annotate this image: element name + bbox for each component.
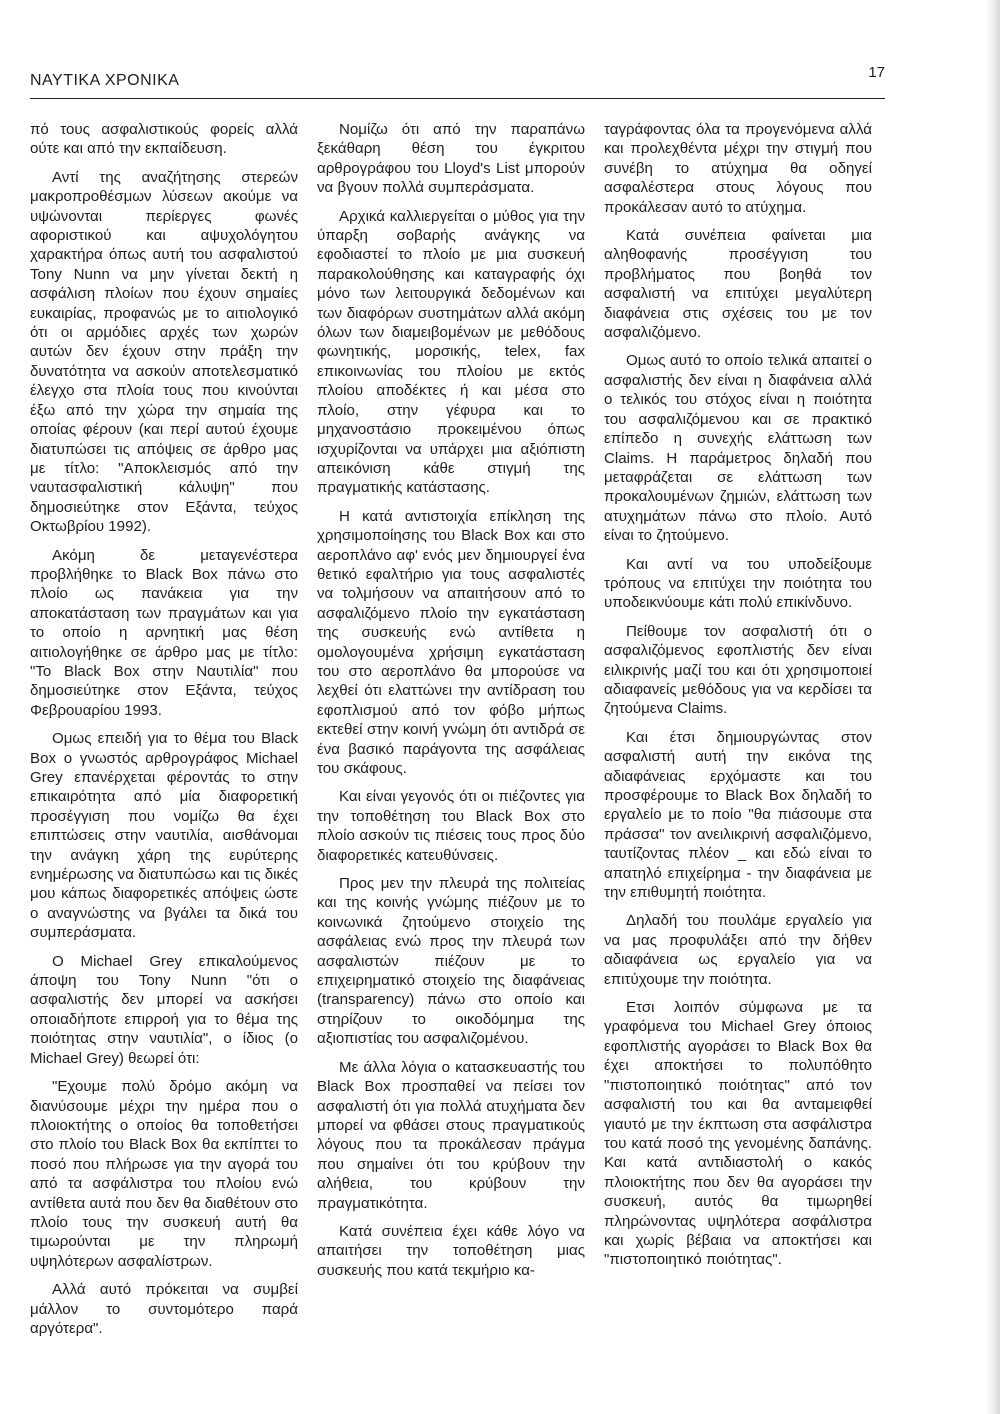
paragraph: Ετσι λοιπόν σύμφωνα με τα γραφόμενα του Michael Grey όποιος εφοπλιστής αγοράσει το Black Box θα έχει αποκτήσει το πολυπόθητο "πιστοποιητικό ποιότητας" από τον ασφαλιστή του και θα ανταμειφθεί γιαυτό με την έκπτωση στα ασφάλιστρα του κατά ποσό της γενομένης δαπάνης. Και κατά αντιδιαστολή ο κακός πλοιοκτήτης που δεν θα αγοράσει την συσκευή, αυτός θα τιμωρηθεί πληρώνοντας υψηλότερα ασφάλιστρα και χωρίς βέβαια να αποκτήσει και "πιστοποιητικό ποιότητας".: [604, 999, 872, 1269]
paragraph: Δηλαδή του πουλάμε εργαλείο για να μας προφυλάξει από την δήθεν αδιαφάνεια ως εργαλείο για να επιτύχουμε την ποιότητα.: [604, 912, 872, 988]
paragraph: Νομίζω ότι από την παραπάνω ξεκάθαρη θέση του έγκριτου αρθρογράφου του Lloyd's List μπορούν να βγουν πολλά συμπεράσματα.: [317, 121, 585, 197]
paragraph: Αντί της αναζήτησης στερεών μακροπροθέσμων λύσεων ακούμε να υψώνονται περίεργες φωνές αφοριστικού και αψυχολόγητου χαρακτήρα όπως αυτή του ασφαλιστού Tony Nunn να μην γίνεται δεκτή η ασφάλιση πλοίων που έχουν σημαίες ευκαιρίας, προφανώς με το αιτιολογικό ότι οι αρμόδιες αρχές των χωρών αυτών δεν έχουν στην πράξη την δυνατότητα να ασκούν αποτελεσματικό έλεγχο στα πλοία τους που κινούνται έξω από την χώρα την σημαία της οποίας φέρουν (και περί αυτού έχουμε διατυπώσει τις απόψεις σε άρθρο μας με τίτλο: "Αποκλεισμός από την ναυτασφαλιστική κάλυψη" που δημοσιεύτηκε στον Εξάντα, τεύχος Οκτωβρίου 1992).: [30, 168, 298, 536]
paragraph: Κατά συνέπεια φαίνεται μια αληθοφανής προσέγγιση του προβλήματος που βοηθά τον ασφαλιστή να επιτύχει μεγαλύτερη διαφάνεια στις σχέσεις του με τον ασφαλιζόμενο.: [604, 227, 872, 342]
page-number: 17: [868, 64, 885, 81]
paragraph: Ομως αυτό το οποίο τελικά απαιτεί ο ασφαλιστής δεν είναι η διαφάνεια αλλά ο τελικός του στόχος είναι η ποιότητα του ασφαλιζόμενου και σε πρακτικό επίπεδο η συνεχής ελάττωση των Claims. Η παράμετρος δηλαδή που μεταφράζεται σε ελάττωση των προκαλουμένων ζημιών, ελάττωση των ατυχημάτων πάνω στο πλοίο. Αυτό είναι το ζητούμενο.: [604, 352, 872, 545]
paragraph: Αρχικά καλλιεργείται ο μύθος για την ύπαρξη σοβαρής ανάγκης να εφοδιαστεί το πλοίο με μια συσκευή παρακολούθησης και καταγραφής όχι μόνο των λειτουργικά δεδομένων και των διαφόρων συστημάτων αλλά ακόμη όλων των διαμειβομένων με μεθόδους φωνητικής, μορσικής, telex, fax επικοινωνίας του πλοίου με εκτός πλοίου αποδέκτες ή και μέσα στο πλοίο, στην γέφυρα και το μηχανοστάσιο προκειμένου όπως ισχυρίζονται να υπάρχει μια αξιόπιστη απεικόνιση κάθε στιγμή της πραγματικής κατάστασης.: [317, 207, 585, 497]
paragraph: Ακόμη δε μεταγενέστερα προβλήθηκε το Black Box πάνω στο πλοίο ως πανάκεια για την αποκατάσταση των πραγμάτων και για το οποίο η αρνητική μας θέση αιτιολογήθηκε σε άρθρο μας με τίτλο: "Το Black Box στην Ναυτιλία" που δημοσιεύτηκε στον Εξάντα, τεύχος Φεβρουαρίου 1993.: [30, 546, 298, 719]
paragraph: Κατά συνέπεια έχει κάθε λόγο να απαιτήσει την τοποθέτηση μιας συσκευής που κατά τεκμήριο κα-: [317, 1222, 585, 1279]
text-column-1: [30, 120, 298, 1347]
paragraph: ταγράφοντας όλα τα προγενόμενα αλλά και προλεχθέντα μέχρι την στιγμή που συνέβη το ατύχημα θα οδηγεί ασφαλέστερα στους λόγους που προκάλεσαν αυτό το ατύχημα.: [604, 121, 872, 216]
paragraph: Προς μεν την πλευρά της πολιτείας και της κοινής γνώμης πιέζουν με το κοινωνικά ζητούμενο στοιχείο της ασφάλειας ενώ προς την πλευρά των ασφαλιστών πιέζουν με το επιχειρηματικό στοιχείο της διαφάνειας (transparency) πάνω στο οποίο και στηρίζουν το οικοδόμημα της αξιοπιστίας του ασφαλιζομένου.: [317, 875, 585, 1048]
paragraph: Πείθουμε τον ασφαλιστή ότι ο ασφαλιζόμενος εφοπλιστής δεν είναι ειλικρινής μαζί του και ότι χρησιμοποιεί αδιαφανείς μεθόδους για να κερδίσει τα ζητούμενα Claims.: [604, 622, 872, 718]
text-column-2: [317, 120, 585, 1289]
text-column-3: [604, 120, 872, 1279]
paragraph: Η κατά αντιστοιχία επίκληση της χρησιμοποίησης του Black Box και στο αεροπλάνο αφ' ενός μεν δημιουργεί ένα θετικό εφαλτήριο για τους ασφαλιστές να τολμήσουν να απαιτήσουν από το ασφαλιζόμενο πλοίο την εγκατάσταση της συσκευής ενώ αντίθετα η ομολογουμένα χρήσιμη εγκατάσταση του στο αεροπλάνο θα μπορούσε να λεχθεί ότι ελαττώνει την αντίδραση του εφοπλισμού από τον φόβο μήπως εκτεθεί στην κοινή γνώμη ότι αντιδρά σε ένα βασικό παράγοντα της ασφάλειας του σκάφους.: [317, 507, 585, 777]
publication-title: ΝΑΥΤΙΚΑ ΧΡΟΝΙΚΑ: [30, 72, 180, 89]
page-edge-shadow: [986, 0, 1000, 1414]
paragraph: Αλλά αυτό πρόκειται να συμβεί μάλλον το συντομότερο παρά αργότερα".: [30, 1281, 298, 1337]
page-header: [30, 60, 885, 99]
paragraph: Και αντί να του υποδείξουμε τρόπους να επιτύχει την ποιότητα του υποδεικνύουμε κάτι πολύ επικίνδυνο.: [604, 555, 872, 612]
paragraph: "Εχουμε πολύ δρόμο ακόμη να διανύσουμε μέχρι την ημέρα που ο πλοιοκτήτης ο οποίος θα τοποθετήσει στο πλοίο του Black Box θα εκπίπτει το ποσό που πλήρωσε για την αγορά του από τα ασφάλιστρα του πλοίου ενώ αντίθετα αυτά που δεν θα διαθέτουν στο πλοίο τους την συσκευή αυτή θα τιμωρούνται με την πληρωμή υψηλότερων ασφαλίστρων.: [30, 1078, 298, 1270]
paragraph: Και είναι γεγονός ότι οι πιέζοντες για την τοποθέτηση του Black Box στο πλοίο ασκούν τις πιέσεις τους προς δύο διαφορετικές κατευθύνσεις.: [317, 788, 585, 864]
paragraph: Και έτσι δημιουργώντας στον ασφαλιστή αυτή την εικόνα της αδιαφάνειας ερχόμαστε και του προσφέρουμε το Black Box δηλαδή το εργαλείο με το ποίο "θα πιάσουμε στα πράσσα" τον ανειλικρινή ασφαλιζόμενο, ταυτίζοντας πλέον _ και εδώ είναι το απατηλό επιχείρημα - την διαφάνεια με την επιθυμητή ποιότητα.: [604, 728, 872, 902]
paragraph: Ομως επειδή για το θέμα του Black Box ο γνωστός αρθρογράφος Michael Grey επανέρχεται φέροντάς το στην επικαιρότητα από μία διαφορετική προσέγγιση που νομίζω θα έχει επιπτώσεις στην ναυτιλία, αισθάνομαι την ανάγκη χάρη της ευρύτερης ενημέρωσης να διατυπώσω και τις δικές μου κάπως διαφορετικές απόψεις ώστε ο αναγνώστης να βγάλει τα δικά του συμπεράσματα.: [30, 730, 298, 942]
paragraph: πό τους ασφαλιστικούς φορείς αλλά ούτε και από την εκπαίδευση.: [30, 121, 298, 158]
paragraph: Ο Michael Grey επικαλούμενος άποψη του Tony Nunn "ότι ο ασφαλιστής δεν μπορεί να ασκήσει οποιαδήποτε επιρροή για το θέμα της ποιότητας στην ναυτιλία", ο ίδιος (ο Michael Grey) θεωρεί ότι:: [30, 952, 298, 1067]
paragraph: Με άλλα λόγια ο κατασκευαστής του Black Box προσπαθεί να πείσει τον ασφαλιστή ότι για πολλά ατυχήματα δεν μπορεί να φθάσει στους πραγματικούς λόγους που τα προκάλεσαν πράγμα που σημαίνει ότι του κρύβουν την αλήθεια, του κρύβουν την πραγματικότητα.: [317, 1058, 585, 1212]
